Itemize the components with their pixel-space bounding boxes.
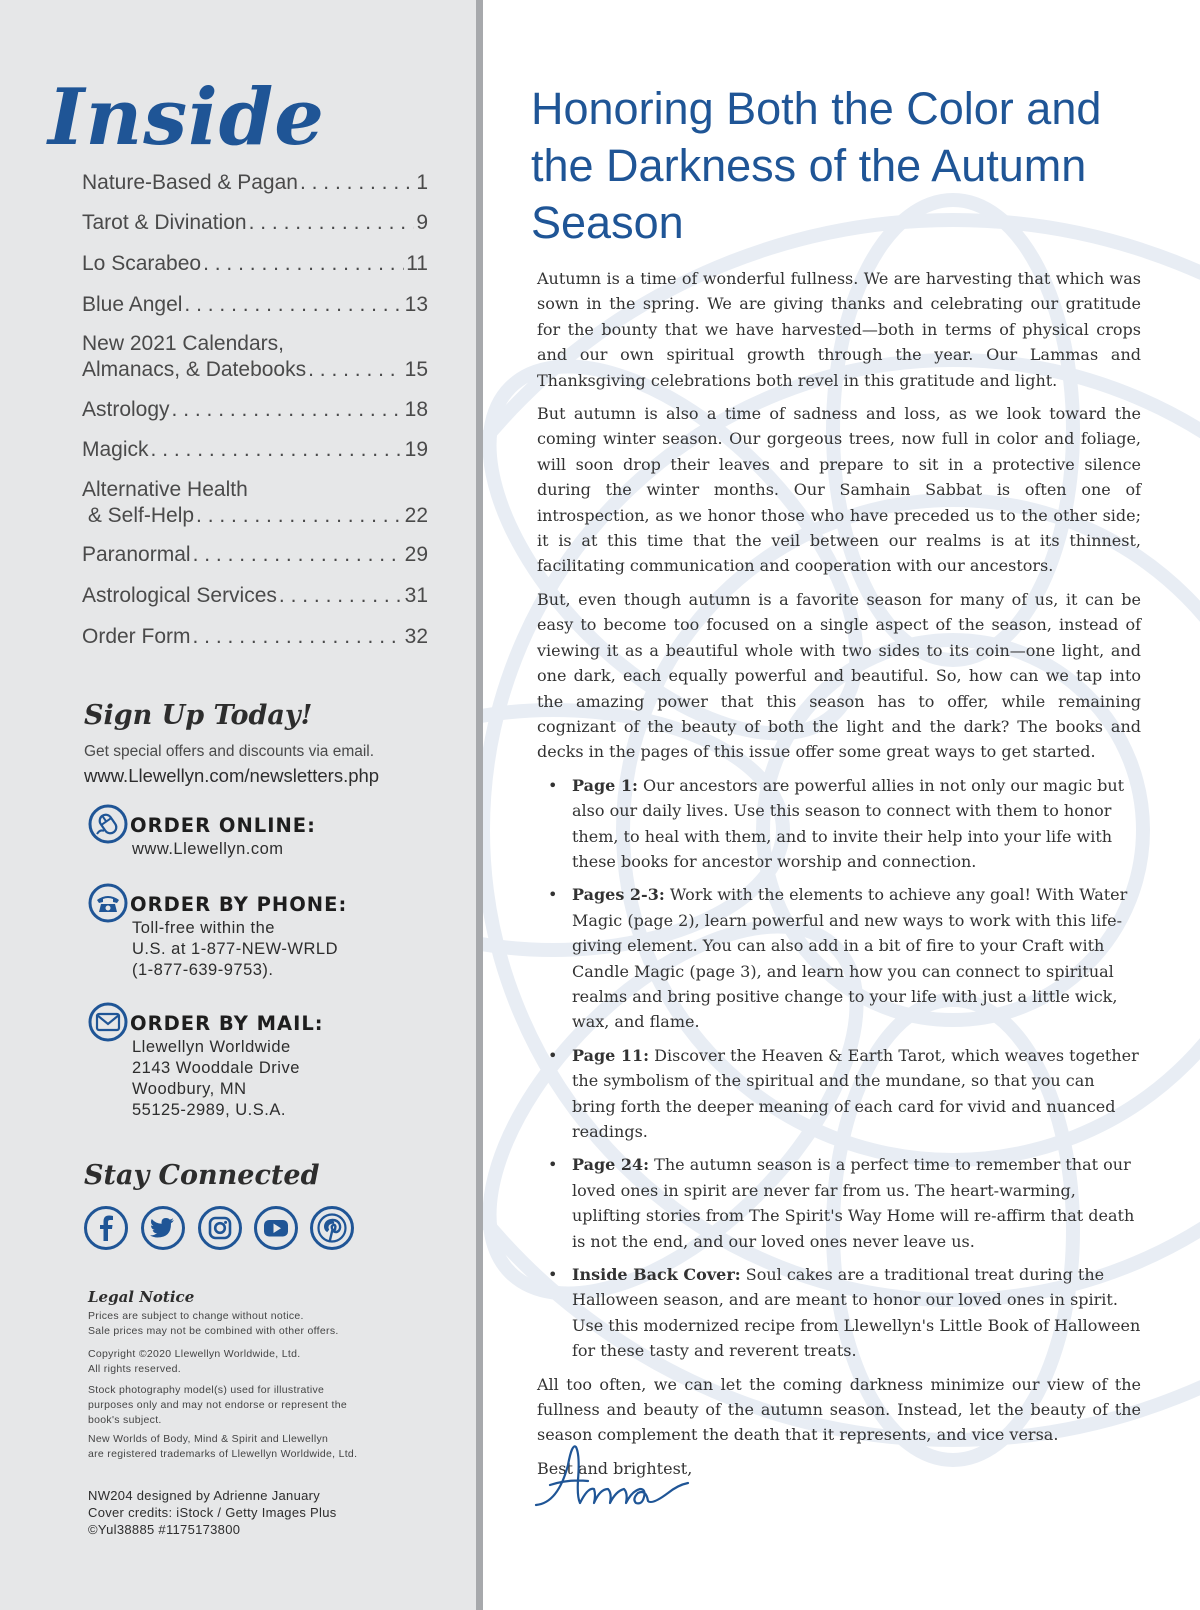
toc-item[interactable] [82,397,428,423]
list-item [572,882,1141,1034]
credit-line: ©Yul38885 #1175173800 [88,1522,241,1537]
toc-label: Astrological Services [82,584,277,607]
sidebar-divider [476,0,483,1610]
list-item-text: Soul cakes are a traditional treat during the Halloween season, and are meant to honor our loved ones in spirit. Use this modernized recipe from Llewellyn's Little Book of Halloween for these tasty and reverent treats. [572,1265,1141,1361]
list-item-text: Our ancestors are powerful allies in not only our magic but also our daily lives. Use this season to connect with them to honor them, to heal with them, and to invite their help into your life with these books for ancestor worship and connection. [572,775,1125,871]
signup-text: Get special offers and discounts via email. [84,743,375,760]
toc-label-line1: New 2021 Calendars, [82,332,284,355]
toc-label: Almanacs, & Datebooks [82,358,307,381]
instagram-icon[interactable] [197,1205,243,1251]
toc-item[interactable] [82,542,428,568]
youtube-icon[interactable] [253,1205,299,1251]
newsletter-link[interactable]: www.Llewellyn.com/newsletters.php [84,765,380,786]
toc-item[interactable] [82,210,428,236]
list-item-lead: Pages 2-3: [572,885,665,905]
toc-label: Order Form [82,625,191,648]
article-paragraph: But, even though autumn is a favorite season for many of us, it can be easy to become too focused on a single aspect of the season, instead of viewing it as a beautiful whole with two sides to its coin—one light, and one dark, each equally powerful and beautiful. So, how can we tap into the amazing power that this season has to offer, while remaining cognizant of the beauty of both the light and the dark? The books and decks in the pages of this issue offer some great ways to get started. [537,589,1141,762]
toc-label: Astrology [82,398,170,421]
toc-item[interactable] [82,477,428,529]
inside-title: Inside [48,72,325,163]
toc-item[interactable] [82,437,428,463]
list-item [572,1152,1141,1254]
list-item-lead: Page 11: [572,1045,650,1065]
legal-line: book's subject. [88,1414,162,1426]
article-body [537,266,1141,1489]
signoff: Best and brightest, [537,1458,693,1478]
article-paragraph: But autumn is also a time of sadness and loss, as we look toward the coming winter season. Our gorgeous trees, now full in color and foliage, will soon drop their leaves and prepare to sit in a protective silence during the winter months. Our Samhain Sabbat is often one of introspection, as we honor those who have preceded us to the other side; it is at this time that the veil between our realms is at its thinnest, facilitating communication and cooperation with our ancestors. [537,404,1141,576]
toc-page: 19 [404,438,428,461]
order-phone-line: Toll-free within the [132,919,275,937]
legal-paragraph [88,1309,339,1339]
legal-line: purposes only and may not endorse or represent the [88,1399,347,1411]
toc-item[interactable] [82,624,428,650]
mail-icon [88,1002,128,1042]
toc-page: 11 [406,252,428,275]
order-online-heading: ORDER ONLINE: [130,814,316,837]
credit-line: NW204 designed by Adrienne January [88,1488,321,1503]
toc-page: 15 [404,358,428,381]
toc-page: 9 [416,211,428,234]
list-item [572,1043,1141,1145]
list-item-text: Work with the elements to achieve any goal! With Water Magic (page 2), learn powerful and new ways to work with this life-giving element. You can also add in a bit of fire to your Craft with Candle Magic (page 3), and learn how you can connect to spiritual realms and bring positive change to your life with just a little wick, wax, and flame. [572,885,1128,1032]
legal-line: Prices are subject to change without notice. [88,1310,304,1322]
toc-item[interactable] [82,292,428,318]
legal-line: are registered trademarks of Llewellyn Worldwide, Ltd. [88,1448,358,1460]
legal-line: New Worlds of Body, Mind & Spirit and Llewellyn [88,1433,329,1445]
stay-connected-title: Stay Connected [84,1160,320,1191]
legal-line: Stock photography model(s) used for illustrative [88,1384,325,1396]
legal-paragraph [88,1347,300,1377]
toc-label: Paranormal [82,543,191,566]
facebook-icon[interactable] [83,1205,129,1251]
toc-label: Magick [82,438,149,461]
sidebar [0,0,476,1610]
toc-label: Lo Scarabeo [82,252,202,275]
order-mail-line: Llewellyn Worldwide [132,1038,291,1056]
order-phone-heading: ORDER BY PHONE: [130,893,348,916]
article-headline: Honoring Both the Color and the Darkness of the Autumn Season [531,83,1102,248]
legal-line: All rights reserved. [88,1363,181,1375]
mouse-icon [88,804,128,844]
legal-paragraph [88,1432,357,1462]
list-item-text: The autumn season is a perfect time to remember that our loved ones in spirit are never far from us. The heart-warming, uplifting stories from The Spirit's Way Home will re-affirm that death is not the end, and our loved ones never leave us. [572,1155,1135,1251]
toc-label-line1: Alternative Health [82,478,248,501]
article-paragraph: Autumn is a time of wonderful fullness. We are harvesting that which was sown in the spring. We are giving thanks and celebrating our gratitude for the bounty that we have harvested—both in terms of physical crops and our own spiritual growth through the year. Our Lammas and Thanksgiving celebrations both revel in this gratitude and light. [537,269,1141,390]
list-item [572,773,1141,875]
list-item-lead: Page 24: [572,1155,650,1175]
toc-label: & Self-Help [82,504,195,527]
legal-paragraph [88,1383,347,1428]
signature [528,1435,728,1515]
legal-notice-title: Legal Notice [88,1288,195,1306]
design-credits [88,1487,337,1538]
toc-page: 18 [404,398,428,421]
toc-page: 31 [404,584,428,607]
order-mail-line: Woodbury, MN [132,1080,247,1098]
phone-icon [88,883,128,923]
legal-line: Sale prices may not be combined with other offers. [88,1325,339,1337]
toc-item[interactable] [82,583,428,609]
list-item [572,1262,1141,1364]
toc-item[interactable] [82,170,428,196]
list-item-lead: Inside Back Cover: [572,1265,741,1285]
toc-label: Tarot & Divination [82,211,247,234]
order-online-url[interactable]: www.Llewellyn.com [132,840,284,858]
toc-page: 13 [404,293,428,316]
toc-label: Nature-Based & Pagan [82,171,298,194]
credit-line: Cover credits: iStock / Getty Images Plus [88,1505,337,1520]
twitter-icon[interactable] [140,1205,186,1251]
order-phone-line: (1-877-639-9753). [132,961,274,979]
toc-item[interactable] [82,331,428,383]
list-item-lead: Page 1: [572,775,638,795]
legal-line: Copyright ©2020 Llewellyn Worldwide, Ltd. [88,1348,301,1360]
toc-page: 1 [416,171,428,194]
highlight-list [537,773,1141,1364]
order-mail-line: 2143 Wooddale Drive [132,1059,300,1077]
signup-title: Sign Up Today! [84,700,313,731]
toc-item[interactable] [82,251,428,277]
order-phone-line: U.S. at 1-877-NEW-WRLD [132,940,338,958]
order-mail-heading: ORDER BY MAIL: [130,1012,324,1035]
toc-page: 32 [404,625,428,648]
list-item-text: Discover the Heaven & Earth Tarot, which weaves together the symbolism of the spiritual and the mundane, so that you can bring forth the deeper meaning of each card for vivid and nuanced readings. [572,1045,1139,1141]
toc-page: 22 [404,504,428,527]
toc-label: Blue Angel [82,293,183,316]
toc-page: 29 [404,543,428,566]
order-mail-line: 55125-2989, U.S.A. [132,1101,286,1119]
closing-paragraph: All too often, we can let the coming darkness minimize our view of the fullness and beauty of the autumn season. Instead, let the beauty of the season complement the death that it represents, and vice versa. [537,1374,1141,1445]
pinterest-icon[interactable] [309,1205,355,1251]
